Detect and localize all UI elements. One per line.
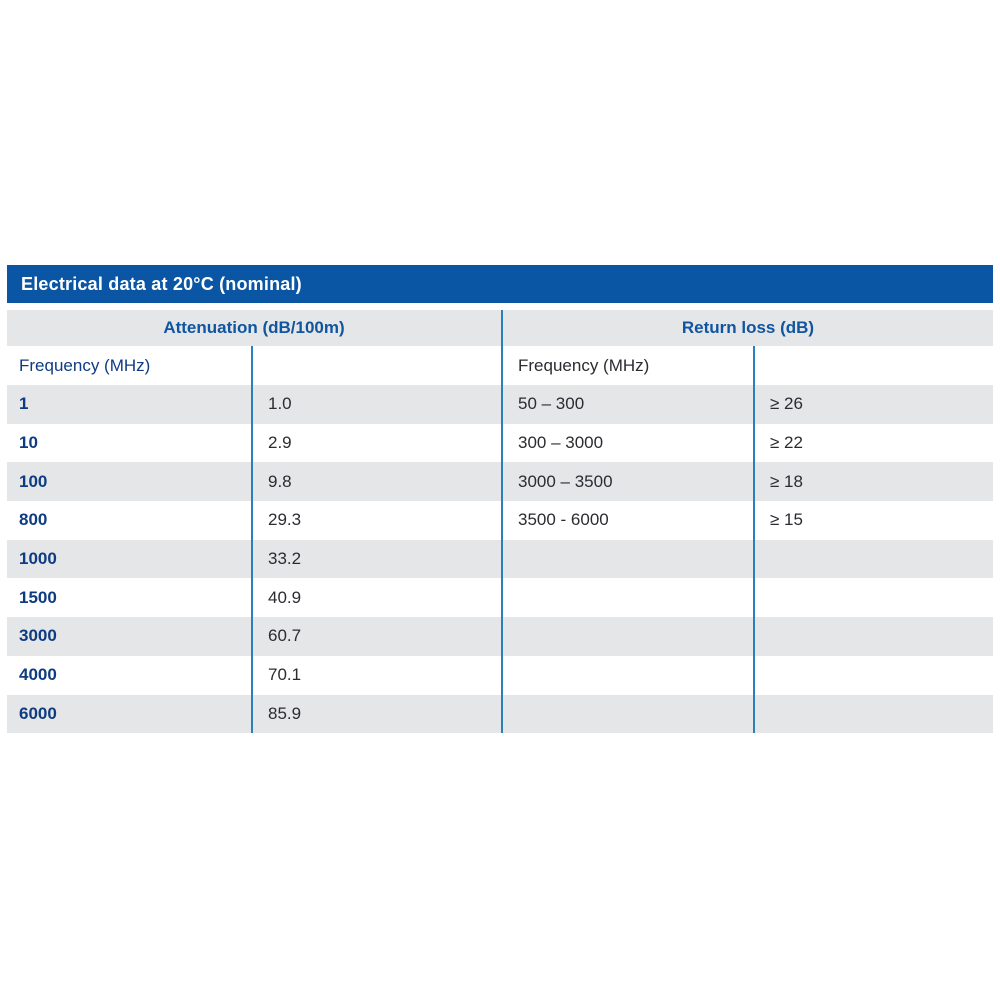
attenuation-value-cell: 33.2 <box>251 540 501 579</box>
table-row <box>7 385 501 424</box>
attenuation-column-header-row <box>7 346 501 385</box>
table-row <box>7 540 501 579</box>
frequency-cell: 100 <box>19 471 48 491</box>
frequency-range-cell <box>503 695 753 734</box>
return-loss-value-cell <box>753 578 993 617</box>
attenuation-value-cell: 1.0 <box>251 385 501 424</box>
table-row <box>503 424 993 463</box>
return-loss-value-cell <box>753 695 993 734</box>
electrical-data-table <box>7 265 993 733</box>
return-loss-header-label: Return loss (dB) <box>681 318 815 337</box>
table-row <box>7 501 501 540</box>
table-row <box>503 695 993 734</box>
table-row <box>7 617 501 656</box>
frequency-cell: 1000 <box>19 549 57 569</box>
table-row <box>503 501 993 540</box>
frequency-range-cell: 3500 - 6000 <box>518 510 609 530</box>
attenuation-value-cell: 60.7 <box>251 617 501 656</box>
frequency-cell: 1500 <box>19 587 57 607</box>
attenuation-value-column-label <box>251 346 501 385</box>
attenuation-value-cell: 70.1 <box>251 656 501 695</box>
table-row <box>7 695 501 734</box>
frequency-range-cell: 300 – 3000 <box>518 433 604 453</box>
frequency-range-cell <box>503 656 753 695</box>
table-row <box>503 578 993 617</box>
frequency-range-cell <box>503 540 753 579</box>
frequency-cell: 3000 <box>19 626 57 646</box>
frequency-cell: 1 <box>19 394 29 414</box>
table-row <box>503 540 993 579</box>
return-loss-value-cell: ≥ 18 <box>753 462 993 501</box>
table-row <box>7 424 501 463</box>
table-row <box>7 462 501 501</box>
attenuation-frequency-column-label: Frequency (MHz) <box>19 355 151 375</box>
frequency-range-cell <box>503 617 753 656</box>
attenuation-header-label: Attenuation (dB/100m) <box>163 318 345 337</box>
frequency-cell: 6000 <box>19 703 57 723</box>
table-row <box>7 578 501 617</box>
attenuation-value-cell: 40.9 <box>251 578 501 617</box>
frequency-cell: 800 <box>19 510 48 530</box>
return-loss-value-cell <box>753 617 993 656</box>
attenuation-value-cell: 2.9 <box>251 424 501 463</box>
frequency-cell: 4000 <box>19 665 57 685</box>
table-row <box>7 656 501 695</box>
attenuation-section-header <box>7 310 501 346</box>
return-loss-value-cell <box>753 540 993 579</box>
return-loss-value-cell: ≥ 15 <box>753 501 993 540</box>
table-title: Electrical data at 20°C (nominal) <box>21 273 302 294</box>
frequency-range-cell <box>503 578 753 617</box>
table-row <box>503 617 993 656</box>
table-row <box>503 462 993 501</box>
attenuation-value-cell: 85.9 <box>251 695 501 734</box>
table-body <box>7 310 993 733</box>
return-loss-value-cell: ≥ 22 <box>753 424 993 463</box>
attenuation-value-cell: 9.8 <box>251 462 501 501</box>
return-loss-section-header <box>503 310 993 346</box>
return-loss-section <box>501 310 993 733</box>
return-loss-value-cell: ≥ 26 <box>753 385 993 424</box>
return-loss-frequency-column-label: Frequency (MHz) <box>518 355 650 375</box>
table-title-bar <box>7 265 993 303</box>
return-loss-column-header-row <box>503 346 993 385</box>
return-loss-value-column-label <box>753 346 993 385</box>
frequency-range-cell: 3000 – 3500 <box>518 471 613 491</box>
attenuation-value-cell: 29.3 <box>251 501 501 540</box>
attenuation-section <box>7 310 501 733</box>
table-row <box>503 656 993 695</box>
frequency-cell: 10 <box>19 433 38 453</box>
return-loss-value-cell <box>753 656 993 695</box>
table-row <box>503 385 993 424</box>
frequency-range-cell: 50 – 300 <box>518 394 585 414</box>
